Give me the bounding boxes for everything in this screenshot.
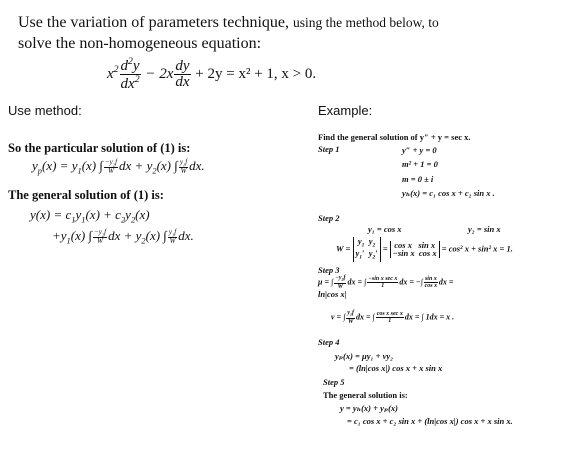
wronskian-det-1: $y_1$ $y_2$ $y_1'$ $y_2'$ <box>353 237 381 262</box>
right-heading: Example: <box>318 103 373 118</box>
step1-eq1: y″ + y = 0 <box>402 145 437 155</box>
step1-eq2: m² + 1 = 0 <box>402 159 438 169</box>
particular-formula: $y_p(x) = y_1(x)$ ∫ $\frac{-y_2f}{W}$ dx + $y_2(x)$ ∫ $\frac{y_1f}{W}$ dx. <box>32 157 205 176</box>
step4-eq1: yₚ(x) = μy₁ + νy₂ <box>335 351 394 361</box>
step1-eq3: m = 0 ± i <box>402 174 434 184</box>
example-question: Find the general solution of y″ + y = sec x. <box>318 132 471 142</box>
step-5-label: Step 5 <box>323 377 345 387</box>
equation-tail: + 2y = x² + 1, x > 0. <box>195 65 317 82</box>
step1-eq4: yₕ(x) = c₁ cos x + c₂ sin x . <box>402 188 495 198</box>
step-1-label: Step 1 <box>318 144 340 154</box>
step2-y2: y₂ = sin x <box>468 224 501 234</box>
step-2-label: Step 2 <box>318 213 340 223</box>
problem-line-1b: using the method below, to <box>293 15 439 30</box>
general-formula-1: $y(x) = c_1y_1(x) + c_2y_2(x)$ <box>30 207 150 225</box>
nu-integral: ν = ∫ $\frac{y_1f}{W}$ dx = ∫ $\frac{\text{cos x sec x}}{1}$ dx = ∫ 1dx = x . <box>331 310 455 326</box>
left-heading: Use method: <box>8 103 82 118</box>
wronskian-det-2: cos x sin x −sin x cos x <box>390 241 440 259</box>
step4-eq2: = (ln|cos x|) cos x + x sin x <box>349 363 443 373</box>
step2-y1: y₁ = cos x <box>368 224 402 234</box>
step-3-label: Step 3 <box>318 265 340 275</box>
wronskian-result: = cos² x + sin² x = 1. <box>441 243 513 254</box>
step5-eq1: y = yₕ(x) + yₚ(x) <box>340 403 398 413</box>
mu-result: ln|cos x| <box>318 289 347 299</box>
mu-integral: μ = ∫ $\frac{-y_2f}{W}$ dx = ∫ $\frac{\text{−sin x sec x}}{1}$ dx = −∫ $\frac{\text{sin x}}{\text{cos x}}$ dx = <box>318 275 454 291</box>
step5-eq2: = c₁ cos x + c₂ sin x + (ln|cos x|) cos x + x sin x. <box>347 416 513 426</box>
wronskian: W = $y_1$ $y_2$ $y_1'$ $y_2'$ = cos x sin x −sin x cos x = cos² x + sin² x = 1. <box>336 236 513 262</box>
general-formula-2: $+y_1(x)$ ∫ $\frac{-y_2f}{W}$ dx + $y_2(x)$ ∫ $\frac{y_1f}{W}$ dx. <box>52 227 194 246</box>
general-label: The general solution of (1) is: <box>8 188 164 202</box>
problem-line-1a: Use the variation of parameters technique, <box>18 14 289 31</box>
problem-line-1 <box>18 14 439 32</box>
problem-equation: $x^2$ $\frac{d^2y}{dx^2}$ − 2x $\frac{dy}{dx}$ + 2y = x² + 1, x > 0. <box>107 56 317 92</box>
general-solution-label: The general solution is: <box>323 390 408 400</box>
particular-label: So the particular solution of (1) is: <box>8 141 191 155</box>
problem-line-2: solve the non-homogeneous equation: <box>18 35 262 52</box>
step-4-label: Step 4 <box>318 337 340 347</box>
